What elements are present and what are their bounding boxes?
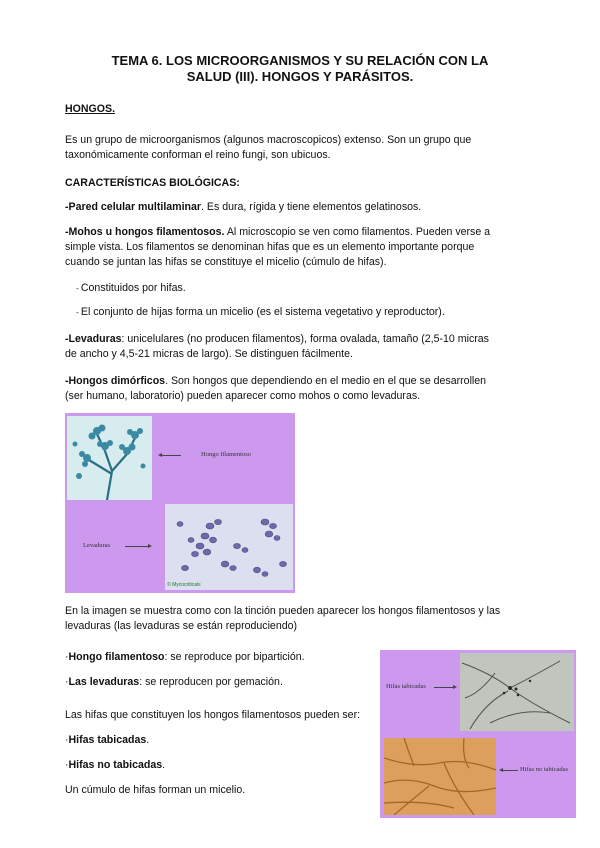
mohos-paragraph (65, 225, 520, 270)
dash-marker: - (76, 308, 81, 317)
dimorficos-paragraph (65, 374, 520, 404)
filamentous-fungus-micrograph (67, 416, 152, 500)
dimorficos-line-1: . Son hongos que dependiendo en el medio en el que se desarrollen (165, 375, 487, 387)
bullet-marker: · (65, 734, 69, 746)
title-line-2: SALUD (III). HONGOS Y PARÁSITOS. (186, 69, 414, 84)
hyphae-figure (380, 650, 576, 818)
page-title (60, 53, 540, 85)
label-hongo-filamentoso: Hongo filamentoso (201, 451, 252, 458)
bullet-hifas-tabicadas (65, 733, 365, 748)
mohos-line-2: simple vista. Los filamentos se denominan hifas que es un elemento importante porque (65, 241, 475, 253)
sub-item-2-text: El conjunto de hijas forma un micelio (es el sistema vegetativo y reproductor). (80, 306, 445, 318)
caption-line-1: En la imagen se muestra como con la tinción pueden aparecer los hongos filamentosos y las (65, 605, 501, 617)
yeast-micrograph (165, 504, 293, 590)
levaduras-line-2: de ancho y 4,5-21 micras de largo). Se distinguen fácilmente. (65, 348, 353, 360)
pared-term: -Pared celular multilaminar (65, 201, 202, 213)
mohos-term: -Mohos u hongos filamentosos. (65, 226, 225, 238)
pared-text: . Es dura, rígida y tiene elementos gelatinosos. (201, 201, 422, 213)
intro-paragraph (65, 133, 520, 163)
bullet-marker: · (65, 759, 69, 771)
arrow-right (434, 687, 454, 688)
arrow-left (161, 455, 181, 456)
bullet-marker: · (65, 676, 69, 688)
bullet-hongo-filamentoso (65, 650, 365, 665)
levaduras-term: -Levaduras (65, 333, 122, 345)
bullet-marker: · (65, 651, 69, 663)
hifas-intro: Las hifas que constituyen los hongos filamentosos pueden ser: (65, 709, 361, 721)
micelio-line: Un cúmulo de hifas forman un micelio. (65, 784, 246, 796)
title-line-1: TEMA 6. LOS MICROORGANISMOS Y SU RELACIÓN CON LA (111, 53, 489, 68)
levaduras2-term: Las levaduras (68, 676, 140, 688)
dash-marker: - (76, 284, 81, 293)
period: . (146, 734, 150, 746)
characteristics-heading: CARACTERÍSTICAS BIOLÓGICAS: (65, 177, 240, 189)
pared-paragraph (65, 200, 520, 215)
micrograph-watermark: © Mycocriticals (167, 582, 201, 588)
arrow-left (502, 770, 518, 771)
caption-line-2: levaduras (las levaduras se están reproduciendo) (65, 620, 298, 632)
dimorficos-term: -Hongos dimórficos (65, 375, 166, 387)
nonseptate-hyphae-micrograph (384, 738, 496, 815)
bullet-hifas-no-tabicadas (65, 758, 365, 773)
period: . (162, 759, 166, 771)
fungi-figure (65, 413, 295, 593)
filamentoso-text: : se reproduce por bipartición. (164, 651, 305, 663)
septate-hyphae-micrograph (460, 653, 574, 731)
bullet-levaduras (65, 675, 365, 690)
levaduras-line-1: : unicelulares (no producen filamentos), forma ovalada, tamaño (2,5-10 micras (121, 333, 489, 345)
dimorficos-line-2: (ser humano, laboratorio) pueden aparecer como mohos o como levaduras. (65, 390, 421, 402)
figure-caption (65, 604, 520, 634)
levaduras2-text: : se reproducen por gemación. (139, 676, 283, 688)
filamentoso-term: Hongo filamentoso (68, 651, 165, 663)
label-levaduras: Levaduras (83, 542, 111, 549)
mohos-line-1: Al microscopio se ven como filamentos. Pueden verse a (224, 226, 491, 238)
mohos-line-3: cuando se juntan las hifas se constituye el micelio (cúmulo de hifas). (65, 256, 387, 268)
sub-item-1-text: Constituidos por hifas. (80, 282, 186, 294)
intro-line-1: Es un grupo de microorganismos (algunos macroscopicos) extenso. Son un grupo que (65, 134, 472, 146)
hifas-tab-term: Hifas tabicadas (68, 734, 147, 746)
section-heading: HONGOS. (65, 103, 116, 115)
sub-list-item-1 (76, 281, 531, 296)
label-hifas-tabicadas: Hifas tabicadas (386, 683, 426, 690)
sub-list-item-2 (76, 305, 531, 320)
intro-line-2: taxonómicamente conforman el reino fungi, son ubicuos. (65, 149, 331, 161)
arrow-right (125, 546, 149, 547)
hifas-notab-term: Hifas no tabicadas (68, 759, 163, 771)
levaduras-paragraph (65, 332, 520, 362)
label-hifas-no-tabicadas: Hifas no tabicadas (520, 766, 569, 773)
